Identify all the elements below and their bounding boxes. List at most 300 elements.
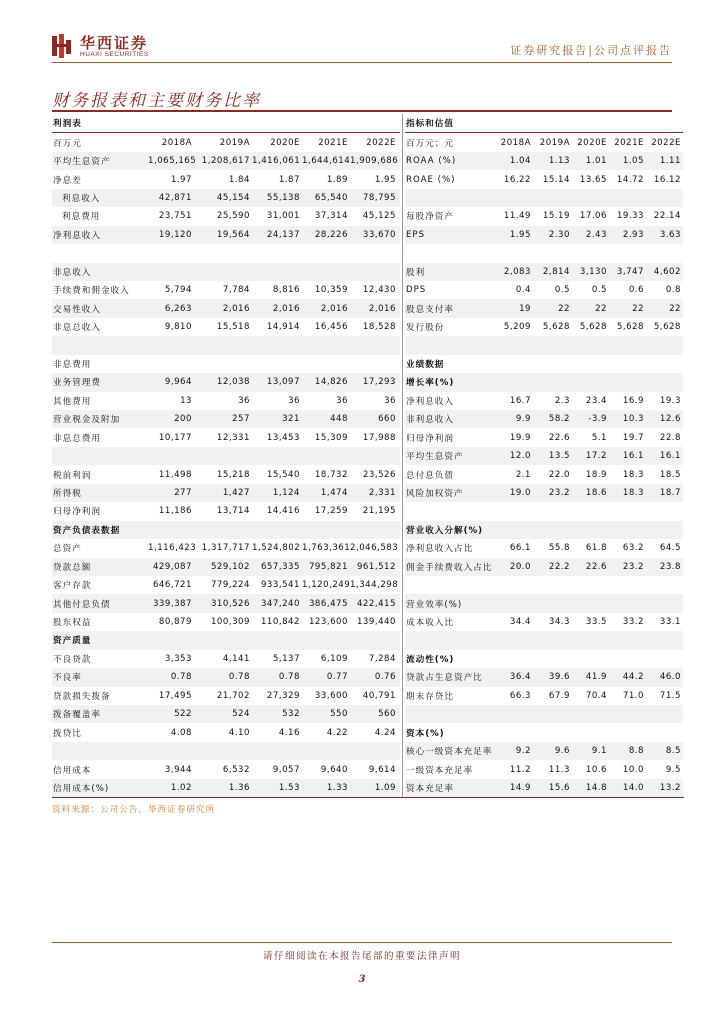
- table-cell: 1.05: [622, 156, 644, 167]
- table-row: [52, 576, 400, 594]
- table-cell: 277: [174, 487, 192, 498]
- table-cell: 71.0: [622, 690, 644, 701]
- table-cell: 5,209: [503, 322, 531, 333]
- row-label: 百万元；元: [406, 138, 454, 149]
- huaxi-logo-icon: [52, 34, 74, 58]
- table-row: [405, 410, 683, 428]
- table-cell: 2.1: [515, 469, 531, 480]
- table-cell: 9.5: [665, 764, 681, 775]
- table-row: [405, 152, 683, 170]
- table-cell: 34.3: [548, 617, 570, 628]
- table-row: [52, 281, 400, 299]
- table-cell: 5.1: [591, 432, 607, 443]
- table-row: [405, 263, 683, 281]
- row-label: 其他付息负债: [53, 599, 111, 610]
- table-cell: 9.6: [554, 746, 570, 757]
- table-cell: 2021E: [614, 137, 644, 148]
- table-cell: 55.8: [548, 543, 570, 554]
- row-label: 总资产: [53, 544, 82, 555]
- table-cell: 8.8: [628, 746, 644, 757]
- table-cell: 67.9: [548, 690, 570, 701]
- row-label: 税前利润: [53, 470, 92, 481]
- table-row: [405, 447, 683, 465]
- table-cell: 2022E: [651, 137, 681, 148]
- table-row: [52, 558, 400, 576]
- table-row: [405, 299, 683, 317]
- row-label: 所得税: [53, 488, 82, 499]
- row-label: 贷款损失拨备: [53, 691, 111, 702]
- table-row: [405, 428, 683, 446]
- table-cell: 1,065,165: [148, 156, 197, 167]
- table-cell: 17,988: [362, 432, 396, 443]
- row-label: EPS: [406, 229, 426, 240]
- table-cell: 14,914: [266, 322, 300, 333]
- table-row: [52, 318, 400, 336]
- table-row: [405, 189, 683, 207]
- table-cell: 28,226: [314, 229, 348, 240]
- table-cell: 1,427: [222, 487, 250, 498]
- row-label: 非息总费用: [53, 433, 101, 444]
- table-cell: 4.16: [278, 727, 300, 738]
- table-cell: 422,415: [356, 598, 396, 609]
- table-cell: 10,359: [314, 285, 348, 296]
- table-cell: 9,810: [164, 322, 192, 333]
- table-row: [405, 226, 683, 244]
- table-cell: 0.77: [326, 672, 348, 683]
- table-row: [405, 484, 683, 502]
- row-label: 业绩数据: [406, 359, 445, 370]
- table-cell: 5,628: [542, 322, 570, 333]
- table-cell: 12,331: [216, 432, 250, 443]
- table-cell: 22.0: [548, 469, 570, 480]
- table-cell: 39.6: [548, 672, 570, 683]
- table-cell: 4.24: [374, 727, 396, 738]
- table-row: [52, 613, 400, 631]
- row-label: 归母净利润: [406, 433, 454, 444]
- table-cell: 2,814: [542, 266, 570, 277]
- row-label: 股利: [406, 267, 426, 278]
- table-cell: 4,602: [653, 266, 681, 277]
- table-cell: 1.84: [228, 174, 250, 185]
- table-cell: 22: [595, 303, 607, 314]
- table-cell: 2.43: [585, 229, 607, 240]
- table-cell: 2020E: [577, 137, 607, 148]
- table-cell: 1.13: [548, 156, 570, 167]
- table-cell: 1.95: [509, 229, 531, 240]
- table-cell: 1,763,361: [302, 543, 351, 554]
- row-label: 不良率: [53, 673, 82, 684]
- table-cell: 1,474: [320, 487, 348, 498]
- table-row: [52, 410, 400, 428]
- table-cell: 41.9: [585, 672, 607, 683]
- table-cell: 123,600: [308, 617, 348, 628]
- table-cell: 19: [519, 303, 531, 314]
- row-label: 平均生息资产: [53, 157, 111, 168]
- table-cell: 19,564: [216, 229, 250, 240]
- table-bottom-rule: [52, 797, 684, 798]
- table-cell: 2.93: [622, 229, 644, 240]
- table-row: [405, 336, 683, 354]
- table-row: [52, 650, 400, 668]
- table-cell: 9.1: [591, 746, 607, 757]
- table-cell: 2018A: [161, 137, 192, 148]
- table-cell: 16.1: [622, 451, 644, 462]
- row-label: 拨备覆盖率: [53, 710, 101, 721]
- table-cell: 3,747: [616, 266, 644, 277]
- table-cell: 11,498: [158, 469, 192, 480]
- table-cell: 4.22: [326, 727, 348, 738]
- table-cell: 12,430: [362, 285, 396, 296]
- table-row: [52, 760, 400, 778]
- table-row: [52, 189, 400, 207]
- table-row: [52, 742, 400, 760]
- table-cell: -3.9: [588, 414, 607, 425]
- row-label: 资产负债表数据: [53, 525, 121, 536]
- table-cell: 42,871: [158, 192, 192, 203]
- table-cell: 11.49: [503, 211, 531, 222]
- table-cell: 19.7: [622, 432, 644, 443]
- table-cell: 33.1: [659, 617, 681, 628]
- table-cell: 31,001: [266, 211, 300, 222]
- table-cell: 58.2: [548, 414, 570, 425]
- row-label: 贷款占生息资产比: [406, 673, 483, 684]
- row-label: 利息费用: [62, 212, 101, 223]
- table-row: [405, 760, 683, 778]
- table-cell: 321: [282, 414, 300, 425]
- table-cell: 19,120: [158, 229, 192, 240]
- table-cell: 1.09: [374, 782, 396, 793]
- logo-text-cn: 华西证券: [80, 33, 149, 52]
- table-cell: 18,732: [314, 469, 348, 480]
- table-cell: 1,120,249: [302, 580, 351, 591]
- table-cell: 1.04: [509, 156, 531, 167]
- row-label: 归母净利润: [53, 507, 101, 518]
- row-label: 流动性(%): [406, 654, 455, 665]
- table-cell: 0.5: [591, 285, 607, 296]
- row-label: ROAA (%): [406, 156, 457, 167]
- table-cell: 2019A: [539, 137, 570, 148]
- table-cell: 933,541: [260, 580, 300, 591]
- table-cell: 1.01: [585, 156, 607, 167]
- table-cell: 2022E: [366, 137, 396, 148]
- table-cell: 22: [669, 303, 681, 314]
- row-label: 拨贷比: [53, 728, 82, 739]
- table-cell: 23.4: [585, 395, 607, 406]
- table-cell: 16.12: [653, 174, 681, 185]
- table-cell: 17,495: [158, 690, 192, 701]
- table-cell: 779,224: [210, 580, 250, 591]
- table-cell: 2,046,583: [350, 543, 399, 554]
- row-label: 净利息收入: [406, 396, 454, 407]
- table-cell: 8,816: [272, 285, 300, 296]
- table-cell: 18,528: [362, 322, 396, 333]
- row-label: 营业效率(%): [406, 599, 463, 610]
- table-cell: 657,335: [260, 561, 300, 572]
- table-cell: 80,879: [158, 617, 192, 628]
- table-cell: 34.4: [509, 617, 531, 628]
- table-cell: 46.0: [659, 672, 681, 683]
- table-cell: 13.5: [548, 451, 570, 462]
- table-row: [405, 613, 683, 631]
- table-cell: 14.9: [509, 782, 531, 793]
- row-label: 客户存款: [53, 581, 92, 592]
- table-row: [405, 521, 683, 539]
- table-cell: 5,137: [272, 653, 300, 664]
- table-cell: 5,628: [579, 322, 607, 333]
- table-row: [405, 244, 683, 262]
- table-cell: 347,240: [260, 598, 300, 609]
- row-label: 非息收入: [53, 267, 92, 278]
- company-logo: [52, 34, 149, 58]
- table-row: [405, 723, 683, 741]
- table-row: [405, 594, 683, 612]
- table-cell: 15.19: [542, 211, 570, 222]
- data-source-note: 资料来源：公司公告，华西证券研究所: [52, 805, 216, 815]
- table-cell: 339,387: [152, 598, 192, 609]
- table-cell: 10,177: [158, 432, 192, 443]
- table-cell: 18.5: [659, 469, 681, 480]
- table-row: [52, 484, 400, 502]
- table-cell: 65,540: [314, 192, 348, 203]
- table-cell: 6,263: [164, 303, 192, 314]
- table-cell: 10.6: [585, 764, 607, 775]
- row-label: 增长率(%): [406, 378, 455, 389]
- table-cell: 7,784: [222, 285, 250, 296]
- table-cell: 55,138: [266, 192, 300, 203]
- table-cell: 24,137: [266, 229, 300, 240]
- table-cell: 1.95: [374, 174, 396, 185]
- row-label: 非息费用: [53, 359, 92, 370]
- footer-divider: [52, 942, 672, 943]
- table-cell: 110,842: [260, 617, 300, 628]
- table-cell: 36: [238, 395, 250, 406]
- table-row: [52, 539, 400, 557]
- row-label: 平均生息资产: [406, 452, 464, 463]
- table-title-row: [405, 114, 683, 133]
- table-cell: 20.0: [509, 561, 531, 572]
- table-cell: 23.2: [548, 487, 570, 498]
- row-label: 手续费和佣金收入: [53, 286, 130, 297]
- table-cell: 2021E: [318, 137, 348, 148]
- table-row: [52, 428, 400, 446]
- row-label: 一级资本充足率: [406, 765, 474, 776]
- table-cell: 200: [174, 414, 192, 425]
- table-cell: 14,416: [266, 506, 300, 517]
- table-cell: 13: [180, 395, 192, 406]
- row-label: 期末存贷比: [406, 691, 454, 702]
- table-cell: 9,640: [320, 764, 348, 775]
- table-row: [405, 502, 683, 520]
- table-cell: 45,125: [362, 211, 396, 222]
- table-cell: 13.65: [579, 174, 607, 185]
- table-cell: 0.78: [228, 672, 250, 683]
- table-cell: 1,524,802: [252, 543, 301, 554]
- table-cell: 2,016: [222, 303, 250, 314]
- table-cell: 1,344,298: [350, 580, 399, 591]
- table-row: [405, 207, 683, 225]
- table-cell: 18.7: [659, 487, 681, 498]
- table-row: [52, 170, 400, 188]
- table-row: [52, 336, 400, 354]
- table-cell: 10.3: [622, 414, 644, 425]
- table-row: [405, 355, 683, 373]
- row-label: 净利息收入: [53, 230, 101, 241]
- income-statement-table: [52, 114, 400, 797]
- row-label: 营业收入分解(%): [406, 525, 484, 536]
- table-title: 指标和估值: [406, 119, 454, 130]
- row-label: 股东权益: [53, 618, 92, 629]
- table-cell: 9.9: [515, 414, 531, 425]
- table-cell: 5,628: [653, 322, 681, 333]
- table-cell: 524: [232, 709, 250, 720]
- table-row: [52, 355, 400, 373]
- report-type-label: 证券研究报告|公司点评报告: [510, 44, 672, 57]
- table-cell: 9,057: [272, 764, 300, 775]
- table-cell: 19.9: [509, 432, 531, 443]
- table-cell: 2,016: [272, 303, 300, 314]
- table-cell: 16.22: [503, 174, 531, 185]
- table-cell: 15,309: [314, 432, 348, 443]
- table-cell: 18.6: [585, 487, 607, 498]
- table-row: [405, 576, 683, 594]
- table-row: [52, 447, 400, 465]
- table-row: [52, 668, 400, 686]
- table-cell: 15,540: [266, 469, 300, 480]
- table-cell: 5,794: [164, 285, 192, 296]
- table-cell: 21,195: [362, 506, 396, 517]
- row-label: 核心一级资本充足率: [406, 747, 493, 758]
- table-cell: 9.2: [515, 746, 531, 757]
- table-cell: 961,512: [356, 561, 396, 572]
- table-cell: 1,124: [272, 487, 300, 498]
- row-label: 股息支付率: [406, 304, 454, 315]
- row-label: 佣金手续费收入占比: [406, 562, 493, 573]
- table-cell: 2020E: [270, 137, 300, 148]
- table-row: [405, 558, 683, 576]
- row-label: 信用成本: [53, 765, 92, 776]
- table-cell: 1.53: [278, 782, 300, 793]
- table-cell: 14.0: [622, 782, 644, 793]
- table-row: [405, 705, 683, 723]
- table-row: [52, 465, 400, 483]
- table-cell: 44.2: [622, 672, 644, 683]
- table-cell: 1,909,686: [350, 156, 399, 167]
- row-label: 资本充足率: [406, 783, 454, 794]
- table-row: [52, 521, 400, 539]
- table-row: [52, 631, 400, 649]
- logo-text-en: HUAXI SECURITIES: [80, 50, 149, 58]
- table-cell: 15,518: [216, 322, 250, 333]
- table-row: [405, 133, 683, 151]
- table-cell: 1,208,617: [201, 156, 250, 167]
- table-cell: 71.5: [659, 690, 681, 701]
- table-cell: 22.6: [585, 561, 607, 572]
- table-cell: 45,154: [216, 192, 250, 203]
- table-row: [405, 668, 683, 686]
- table-cell: 1.02: [170, 782, 192, 793]
- table-cell: 16.7: [509, 395, 531, 406]
- table-row: [52, 502, 400, 520]
- table-row: [52, 152, 400, 170]
- table-cell: 2,016: [320, 303, 348, 314]
- table-cell: 5,628: [616, 322, 644, 333]
- indicators-valuation-table: [405, 114, 683, 797]
- table-cell: 795,821: [308, 561, 348, 572]
- table-cell: 4.10: [228, 727, 250, 738]
- table-cell: 18.3: [622, 487, 644, 498]
- table-row: [52, 687, 400, 705]
- table-row: [405, 687, 683, 705]
- table-title-row: [52, 114, 400, 133]
- row-label: ROAE (%): [406, 174, 456, 185]
- table-row: [52, 263, 400, 281]
- table-cell: 3,944: [164, 764, 192, 775]
- table-cell: 36: [336, 395, 348, 406]
- row-label: 利息收入: [62, 193, 101, 204]
- row-label: 成本收入比: [406, 618, 454, 629]
- table-cell: 2,016: [368, 303, 396, 314]
- table-cell: 16.9: [622, 395, 644, 406]
- table-row: [405, 392, 683, 410]
- table-cell: 14.8: [585, 782, 607, 793]
- table-cell: 8.5: [665, 746, 681, 757]
- row-label: 净息差: [53, 175, 82, 186]
- row-label: 净利息收入占比: [406, 544, 474, 555]
- table-row: [405, 465, 683, 483]
- table-cell: 257: [232, 414, 250, 425]
- table-cell: 36: [384, 395, 396, 406]
- table-row: [405, 631, 683, 649]
- table-row: [52, 244, 400, 262]
- table-cell: 61.8: [585, 543, 607, 554]
- row-label: DPS: [406, 285, 427, 296]
- row-label: 营业税金及附加: [53, 415, 121, 426]
- table-row: [52, 226, 400, 244]
- row-label: 交易性收入: [53, 304, 101, 315]
- row-label: 非利息收入: [406, 415, 454, 426]
- table-cell: 17.2: [585, 451, 607, 462]
- table-cell: 16,456: [314, 322, 348, 333]
- table-cell: 11.2: [509, 764, 531, 775]
- table-cell: 11,186: [158, 506, 192, 517]
- table-cell: 27,329: [266, 690, 300, 701]
- table-title: 利润表: [53, 119, 82, 130]
- table-cell: 21,702: [216, 690, 250, 701]
- table-cell: 1,416,061: [252, 156, 301, 167]
- table-cell: 10.0: [622, 764, 644, 775]
- table-row: [52, 392, 400, 410]
- table-cell: 7,284: [368, 653, 396, 664]
- table-cell: 22.2: [548, 561, 570, 572]
- table-row: [52, 299, 400, 317]
- table-cell: 13,714: [216, 506, 250, 517]
- table-row: [52, 723, 400, 741]
- table-cell: 13,097: [266, 377, 300, 388]
- table-cell: 0.78: [170, 672, 192, 683]
- table-cell: 33.5: [585, 617, 607, 628]
- column-separator: [402, 114, 403, 797]
- table-cell: 15,218: [216, 469, 250, 480]
- table-cell: 17,293: [362, 377, 396, 388]
- table-cell: 18.3: [622, 469, 644, 480]
- table-row: [405, 170, 683, 188]
- table-cell: 2.30: [548, 229, 570, 240]
- table-cell: 11.3: [548, 764, 570, 775]
- table-cell: 550: [330, 709, 348, 720]
- table-cell: 33,600: [314, 690, 348, 701]
- table-cell: 66.3: [509, 690, 531, 701]
- table-cell: 9,614: [368, 764, 396, 775]
